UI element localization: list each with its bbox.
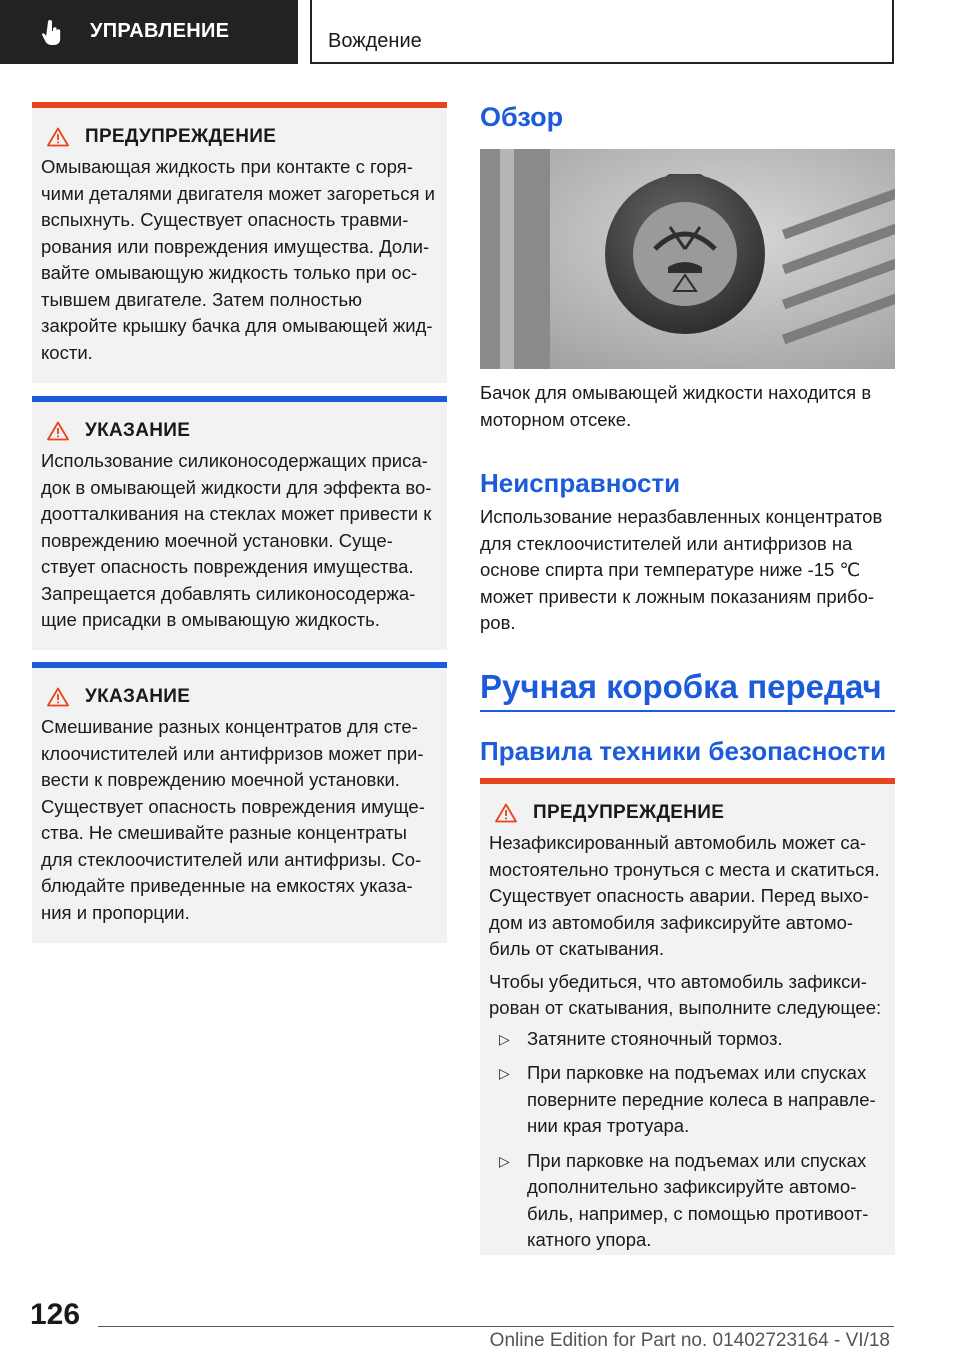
chapter-label: Вождение <box>328 30 422 52</box>
warning-bar <box>32 102 447 108</box>
triangle-bullet-icon: ▷ <box>499 1065 510 1081</box>
notice-bar <box>32 662 447 668</box>
notice-bar <box>32 396 447 402</box>
warning-text: Незафиксированный автомобиль может самостоятельно тронуться с места и скатиться. Существует опасность аварии. Перед выходом из автомобиля зафиксируйте автомобиль от скатывания. <box>489 832 880 959</box>
hand-pointer-icon <box>42 20 62 46</box>
warning-title: ПРЕДУПРЕЖДЕНИЕ <box>533 802 725 823</box>
section-label: УПРАВЛЕНИЕ <box>90 20 230 42</box>
warning-box-rolling <box>480 778 895 1255</box>
warning-bar <box>480 778 895 784</box>
photo-caption: Бачок для омывающей жидкости находится в моторном отсеке. <box>480 382 872 430</box>
list-item: ▷ При парковке на подъемах или спусках дополнительно зафиксируйте автомобиль, например, с помощью противооткатного упора. <box>499 1149 869 1250</box>
notice-triangle-icon <box>47 687 69 707</box>
faults-heading: Неисправности <box>480 468 681 498</box>
notice-text: Смешивание разных концентратов для стеклоочистителей или антифризов может привести к повреждению моечной установки. Существует опасность повреждения имущества. Не смешивайте разные концентраты для стеклоочистителей или антифризы. Соблюдайте приведенные на емкостях указания и пропорции. <box>41 716 425 923</box>
notice-title: УКАЗАНИЕ <box>85 420 191 441</box>
warning-triangle-icon <box>495 803 517 823</box>
edition-text: Online Edition for Part no. 01402723164 - VI/18 <box>489 1330 890 1351</box>
section-tab <box>0 0 298 64</box>
footer-rule <box>98 1326 894 1327</box>
triangle-bullet-icon: ▷ <box>499 1152 510 1169</box>
warning-box-washer <box>32 102 447 383</box>
notice-box-mixing <box>32 662 447 943</box>
notice-triangle-icon <box>47 421 69 441</box>
safety-heading: Правила техники безопасности <box>480 736 887 766</box>
list-item: ▷ Затяните стояночный тормоз. <box>489 1026 885 1053</box>
page-number: 126 <box>30 1298 81 1331</box>
warning-title: ПРЕДУПРЕЖДЕНИЕ <box>85 126 277 147</box>
notice-title: УКАЗАНИЕ <box>85 686 191 707</box>
steps-list <box>489 1026 885 1254</box>
warning-triangle-icon <box>47 127 69 147</box>
washer-fluid-cap-photo <box>480 149 895 369</box>
warning-text: Омывающая жидкость при контакте с горячими деталями двигателя может загореться и вспыхнуть. Существует опасность травмирования или повреждения имущества. Доливайте омывающую жидкость только при остывшем двигателе. Затем полностью закройте крышку бачка для омывающей жидкости. <box>41 156 435 363</box>
notice-box-silicone <box>32 396 447 650</box>
notice-text: Использование силиконосодержащих присадок в омывающей жидкости для эффекта водоотталкивания на стеклах может привести к повреждению моечной установки. Существует опасность повреждения имущества. Запрещается добавлять силиконосодержащие присадки в омывающую жидкость. <box>41 450 432 630</box>
chapter-header <box>310 0 894 64</box>
heading-rule <box>480 710 895 712</box>
warning-text-steps-intro: Чтобы убедиться, что автомобиль зафиксирован от скатывания, выполните следующее: <box>489 970 882 1018</box>
list-item: ▷ При парковке на подъемах или спусках поверните передние колеса в направлении края тротуара. <box>499 1062 876 1136</box>
triangle-bullet-icon: ▷ <box>499 1030 510 1047</box>
faults-text: Использование неразбавленных концентратов для стеклоочистителей или антифризов на основе спирта при температуре ниже -15 ℃ может привести к ложным показаниям приборов. <box>480 506 883 633</box>
manual-gearbox-heading: Ручная коробка передач <box>480 668 882 705</box>
overview-heading: Обзор <box>480 102 564 132</box>
